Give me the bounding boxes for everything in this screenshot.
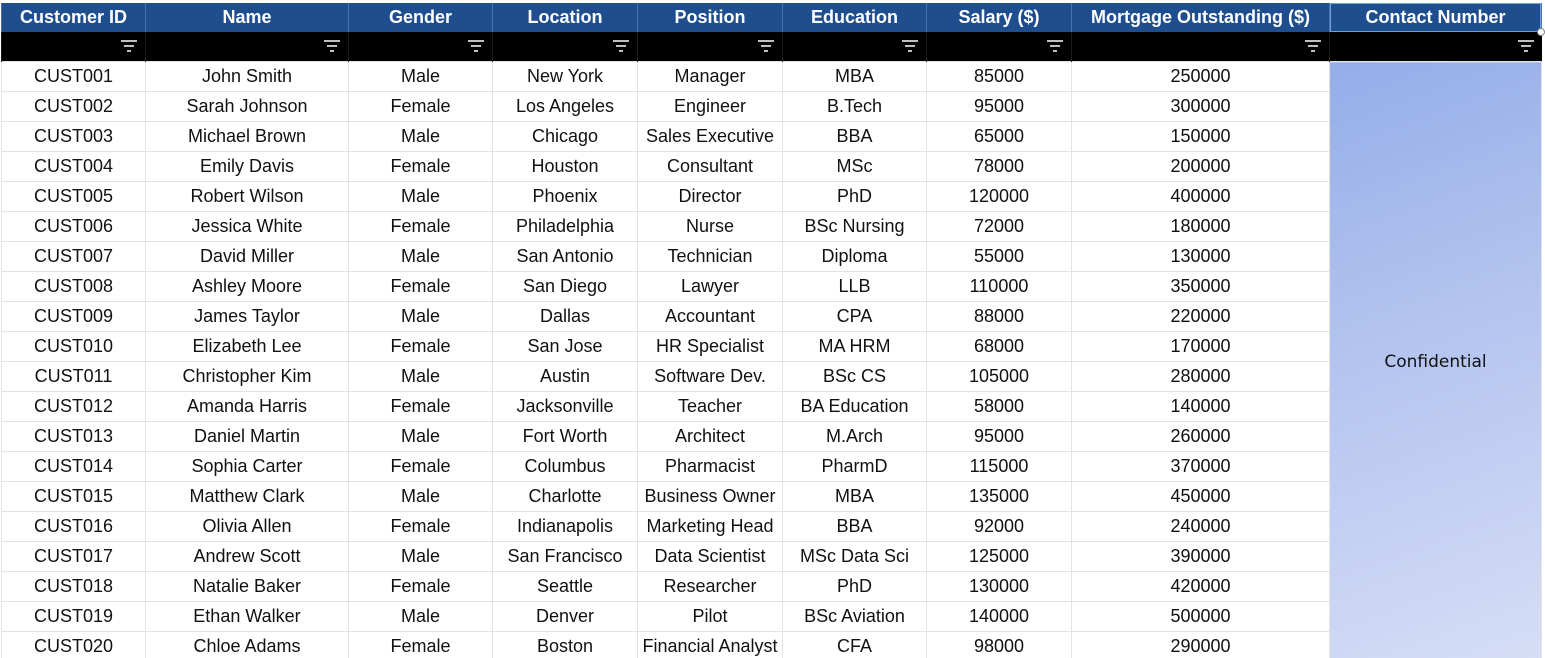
cell-customer-id[interactable]: CUST004 xyxy=(2,152,146,182)
cell-education[interactable]: MSc Data Sci xyxy=(783,542,927,572)
cell-name[interactable]: Andrew Scott xyxy=(146,542,349,572)
cell-name[interactable]: Matthew Clark xyxy=(146,482,349,512)
cell-position[interactable]: Technician xyxy=(638,242,783,272)
cell-customer-id[interactable]: CUST009 xyxy=(2,302,146,332)
cell-mortgage-outstanding[interactable]: 140000 xyxy=(1072,392,1330,422)
cell-salary[interactable]: 115000 xyxy=(927,452,1072,482)
cell-name[interactable]: Daniel Martin xyxy=(146,422,349,452)
filter-cell-education xyxy=(783,32,927,62)
cell-salary[interactable]: 98000 xyxy=(927,632,1072,658)
cell-customer-id[interactable]: CUST005 xyxy=(2,182,146,212)
filter-icon[interactable] xyxy=(613,40,629,52)
cell-gender[interactable]: Female xyxy=(349,392,493,422)
cell-position[interactable]: HR Specialist xyxy=(638,332,783,362)
table-row xyxy=(2,482,1542,512)
column-header-location[interactable]: Location xyxy=(493,3,638,32)
cell-education[interactable]: CPA xyxy=(783,302,927,332)
cell-customer-id[interactable]: CUST016 xyxy=(2,512,146,542)
cell-location[interactable]: Philadelphia xyxy=(493,212,638,242)
cell-mortgage-outstanding[interactable]: 250000 xyxy=(1072,62,1330,92)
cell-education[interactable]: CFA xyxy=(783,632,927,658)
cell-position[interactable]: Financial Analyst xyxy=(638,632,783,658)
cell-gender[interactable]: Male xyxy=(349,542,493,572)
column-header-contact-number[interactable]: Contact Number xyxy=(1330,3,1542,32)
column-header-position[interactable]: Position xyxy=(638,3,783,32)
column-resize-handle[interactable] xyxy=(1537,28,1545,36)
cell-mortgage-outstanding[interactable]: 290000 xyxy=(1072,632,1330,658)
cell-mortgage-outstanding[interactable]: 260000 xyxy=(1072,422,1330,452)
cell-location[interactable]: Houston xyxy=(493,152,638,182)
cell-salary[interactable]: 78000 xyxy=(927,152,1072,182)
cell-name[interactable]: Olivia Allen xyxy=(146,512,349,542)
cell-customer-id[interactable]: CUST015 xyxy=(2,482,146,512)
cell-name[interactable]: Jessica White xyxy=(146,212,349,242)
cell-position[interactable]: Data Scientist xyxy=(638,542,783,572)
table-row xyxy=(2,632,1542,658)
cell-location[interactable]: Phoenix xyxy=(493,182,638,212)
cell-gender[interactable]: Male xyxy=(349,362,493,392)
table-row xyxy=(2,92,1542,122)
cell-name[interactable]: Christopher Kim xyxy=(146,362,349,392)
cell-position[interactable]: Manager xyxy=(638,62,783,92)
cell-education[interactable]: B.Tech xyxy=(783,92,927,122)
cell-mortgage-outstanding[interactable]: 400000 xyxy=(1072,182,1330,212)
cell-salary[interactable]: 65000 xyxy=(927,122,1072,152)
cell-position[interactable]: Researcher xyxy=(638,572,783,602)
cell-salary[interactable]: 85000 xyxy=(927,62,1072,92)
contact-number-merged-cell[interactable] xyxy=(1330,62,1542,658)
cell-salary[interactable]: 92000 xyxy=(927,512,1072,542)
filter-cell-position xyxy=(638,32,783,62)
cell-name[interactable]: Emily Davis xyxy=(146,152,349,182)
filter-cell-contact-number xyxy=(1330,32,1542,62)
cell-position[interactable]: Teacher xyxy=(638,392,783,422)
table-row xyxy=(2,242,1542,272)
cell-position[interactable]: Pilot xyxy=(638,602,783,632)
table-row xyxy=(2,392,1542,422)
cell-education[interactable]: MA HRM xyxy=(783,332,927,362)
table-row xyxy=(2,332,1542,362)
customer-table xyxy=(1,3,1542,658)
cell-mortgage-outstanding[interactable]: 180000 xyxy=(1072,212,1330,242)
table-row xyxy=(2,272,1542,302)
cell-name[interactable]: Ethan Walker xyxy=(146,602,349,632)
cell-location[interactable]: San Francisco xyxy=(493,542,638,572)
table-row xyxy=(2,422,1542,452)
cell-education[interactable]: MSc xyxy=(783,152,927,182)
cell-name[interactable]: David Miller xyxy=(146,242,349,272)
cell-customer-id[interactable]: CUST018 xyxy=(2,572,146,602)
cell-position[interactable]: Pharmacist xyxy=(638,452,783,482)
cell-education[interactable]: BSc CS xyxy=(783,362,927,392)
filter-icon[interactable] xyxy=(902,40,918,52)
cell-gender[interactable]: Male xyxy=(349,242,493,272)
cell-position[interactable]: Consultant xyxy=(638,152,783,182)
table-row xyxy=(2,512,1542,542)
column-header-mortgage-outstanding[interactable]: Mortgage Outstanding ($) xyxy=(1072,3,1330,32)
cell-education[interactable]: MBA xyxy=(783,482,927,512)
cell-customer-id[interactable]: CUST013 xyxy=(2,422,146,452)
table-row xyxy=(2,62,1542,92)
table-body xyxy=(2,62,1542,658)
filter-cell-salary xyxy=(927,32,1072,62)
cell-name[interactable]: James Taylor xyxy=(146,302,349,332)
column-header-name[interactable]: Name xyxy=(146,3,349,32)
cell-position[interactable]: Sales Executive xyxy=(638,122,783,152)
cell-salary[interactable]: 95000 xyxy=(927,92,1072,122)
cell-location[interactable]: Boston xyxy=(493,632,638,658)
cell-gender[interactable]: Male xyxy=(349,182,493,212)
filter-icon[interactable] xyxy=(468,40,484,52)
cell-gender[interactable]: Female xyxy=(349,212,493,242)
filter-cell-location xyxy=(493,32,638,62)
cell-mortgage-outstanding[interactable]: 300000 xyxy=(1072,92,1330,122)
filter-cell-mortgage-outstanding xyxy=(1072,32,1330,62)
cell-name[interactable]: John Smith xyxy=(146,62,349,92)
cell-mortgage-outstanding[interactable]: 370000 xyxy=(1072,452,1330,482)
cell-gender[interactable]: Male xyxy=(349,422,493,452)
cell-location[interactable]: Jacksonville xyxy=(493,392,638,422)
cell-gender[interactable]: Female xyxy=(349,92,493,122)
column-header-salary[interactable]: Salary ($) xyxy=(927,3,1072,32)
cell-gender[interactable]: Female xyxy=(349,572,493,602)
cell-name[interactable]: Elizabeth Lee xyxy=(146,332,349,362)
cell-name[interactable]: Michael Brown xyxy=(146,122,349,152)
filter-icon[interactable] xyxy=(1305,40,1321,52)
cell-salary[interactable]: 135000 xyxy=(927,482,1072,512)
cell-location[interactable]: Indianapolis xyxy=(493,512,638,542)
table-row xyxy=(2,602,1542,632)
filter-icon[interactable] xyxy=(758,40,774,52)
cell-customer-id[interactable]: CUST011 xyxy=(2,362,146,392)
cell-name[interactable]: Sarah Johnson xyxy=(146,92,349,122)
cell-salary[interactable]: 110000 xyxy=(927,272,1072,302)
table-row xyxy=(2,152,1542,182)
cell-customer-id[interactable]: CUST012 xyxy=(2,392,146,422)
cell-name[interactable]: Ashley Moore xyxy=(146,272,349,302)
cell-customer-id[interactable]: CUST010 xyxy=(2,332,146,362)
cell-mortgage-outstanding[interactable]: 390000 xyxy=(1072,542,1330,572)
cell-position[interactable]: Marketing Head xyxy=(638,512,783,542)
table-row xyxy=(2,212,1542,242)
cell-customer-id[interactable]: CUST007 xyxy=(2,242,146,272)
cell-location[interactable]: Los Angeles xyxy=(493,92,638,122)
table-row xyxy=(2,572,1542,602)
cell-position[interactable]: Business Owner xyxy=(638,482,783,512)
filter-icon[interactable] xyxy=(121,40,137,52)
cell-education[interactable]: M.Arch xyxy=(783,422,927,452)
cell-gender[interactable]: Male xyxy=(349,62,493,92)
cell-mortgage-outstanding[interactable]: 170000 xyxy=(1072,332,1330,362)
cell-salary[interactable]: 140000 xyxy=(927,602,1072,632)
cell-education[interactable]: MBA xyxy=(783,62,927,92)
cell-salary[interactable]: 55000 xyxy=(927,242,1072,272)
cell-education[interactable]: PharmD xyxy=(783,452,927,482)
filter-icon[interactable] xyxy=(324,40,340,52)
cell-location[interactable]: Fort Worth xyxy=(493,422,638,452)
cell-education[interactable]: PhD xyxy=(783,182,927,212)
cell-gender[interactable]: Male xyxy=(349,602,493,632)
cell-gender[interactable]: Female xyxy=(349,632,493,658)
cell-name[interactable]: Robert Wilson xyxy=(146,182,349,212)
cell-salary[interactable]: 120000 xyxy=(927,182,1072,212)
table-row xyxy=(2,182,1542,212)
cell-salary[interactable]: 95000 xyxy=(927,422,1072,452)
cell-education[interactable]: LLB xyxy=(783,272,927,302)
cell-location[interactable]: Charlotte xyxy=(493,482,638,512)
cell-name[interactable]: Natalie Baker xyxy=(146,572,349,602)
cell-customer-id[interactable]: CUST019 xyxy=(2,602,146,632)
cell-customer-id[interactable]: CUST014 xyxy=(2,452,146,482)
cell-mortgage-outstanding[interactable]: 220000 xyxy=(1072,302,1330,332)
filter-row xyxy=(2,32,1542,62)
cell-gender[interactable]: Male xyxy=(349,122,493,152)
confidential-label: Confidential xyxy=(1384,351,1487,372)
table-row xyxy=(2,122,1542,152)
cell-education[interactable]: PhD xyxy=(783,572,927,602)
filter-icon[interactable] xyxy=(1047,40,1063,52)
cell-mortgage-outstanding[interactable]: 130000 xyxy=(1072,242,1330,272)
cell-name[interactable]: Amanda Harris xyxy=(146,392,349,422)
cell-mortgage-outstanding[interactable]: 240000 xyxy=(1072,512,1330,542)
cell-salary[interactable]: 130000 xyxy=(927,572,1072,602)
table-row xyxy=(2,452,1542,482)
cell-location[interactable]: Chicago xyxy=(493,122,638,152)
cell-position[interactable]: Engineer xyxy=(638,92,783,122)
cell-position[interactable]: Director xyxy=(638,182,783,212)
cell-name[interactable]: Chloe Adams xyxy=(146,632,349,658)
cell-gender[interactable]: Male xyxy=(349,302,493,332)
cell-education[interactable]: BA Education xyxy=(783,392,927,422)
filter-cell-gender xyxy=(349,32,493,62)
cell-education[interactable]: BBA xyxy=(783,122,927,152)
table-row xyxy=(2,362,1542,392)
cell-salary[interactable]: 125000 xyxy=(927,542,1072,572)
header-row xyxy=(2,3,1542,32)
cell-salary[interactable]: 105000 xyxy=(927,362,1072,392)
cell-mortgage-outstanding[interactable]: 200000 xyxy=(1072,152,1330,182)
cell-location[interactable]: San Diego xyxy=(493,272,638,302)
cell-location[interactable]: Columbus xyxy=(493,452,638,482)
cell-customer-id[interactable]: CUST001 xyxy=(2,62,146,92)
cell-customer-id[interactable]: CUST006 xyxy=(2,212,146,242)
cell-salary[interactable]: 68000 xyxy=(927,332,1072,362)
cell-education[interactable]: Diploma xyxy=(783,242,927,272)
cell-position[interactable]: Software Dev. xyxy=(638,362,783,392)
cell-customer-id[interactable]: CUST017 xyxy=(2,542,146,572)
cell-location[interactable]: San Jose xyxy=(493,332,638,362)
cell-position[interactable]: Architect xyxy=(638,422,783,452)
cell-position[interactable]: Accountant xyxy=(638,302,783,332)
filter-icon[interactable] xyxy=(1518,40,1534,52)
cell-location[interactable]: Dallas xyxy=(493,302,638,332)
cell-gender[interactable]: Male xyxy=(349,482,493,512)
filter-cell-name xyxy=(146,32,349,62)
cell-customer-id[interactable]: CUST008 xyxy=(2,272,146,302)
cell-mortgage-outstanding[interactable]: 280000 xyxy=(1072,362,1330,392)
cell-education[interactable]: BSc Aviation xyxy=(783,602,927,632)
cell-gender[interactable]: Female xyxy=(349,272,493,302)
cell-location[interactable]: New York xyxy=(493,62,638,92)
column-header-gender[interactable]: Gender xyxy=(349,3,493,32)
cell-salary[interactable]: 72000 xyxy=(927,212,1072,242)
cell-mortgage-outstanding[interactable]: 420000 xyxy=(1072,572,1330,602)
cell-customer-id[interactable]: CUST020 xyxy=(2,632,146,658)
cell-gender[interactable]: Female xyxy=(349,332,493,362)
cell-gender[interactable]: Female xyxy=(349,452,493,482)
cell-gender[interactable]: Female xyxy=(349,512,493,542)
cell-mortgage-outstanding[interactable]: 350000 xyxy=(1072,272,1330,302)
cell-education[interactable]: BSc Nursing xyxy=(783,212,927,242)
cell-customer-id[interactable]: CUST003 xyxy=(2,122,146,152)
table-row xyxy=(2,542,1542,572)
filter-cell-customer-id xyxy=(2,32,146,62)
cell-gender[interactable]: Female xyxy=(349,152,493,182)
cell-salary[interactable]: 58000 xyxy=(927,392,1072,422)
table-row xyxy=(2,302,1542,332)
cell-position[interactable]: Lawyer xyxy=(638,272,783,302)
cell-mortgage-outstanding[interactable]: 500000 xyxy=(1072,602,1330,632)
cell-location[interactable]: Seattle xyxy=(493,572,638,602)
column-header-education[interactable]: Education xyxy=(783,3,927,32)
cell-mortgage-outstanding[interactable]: 150000 xyxy=(1072,122,1330,152)
column-header-customer-id[interactable]: Customer ID xyxy=(2,3,146,32)
cell-location[interactable]: San Antonio xyxy=(493,242,638,272)
cell-education[interactable]: BBA xyxy=(783,512,927,542)
cell-location[interactable]: Denver xyxy=(493,602,638,632)
cell-salary[interactable]: 88000 xyxy=(927,302,1072,332)
cell-mortgage-outstanding[interactable]: 450000 xyxy=(1072,482,1330,512)
cell-location[interactable]: Austin xyxy=(493,362,638,392)
cell-name[interactable]: Sophia Carter xyxy=(146,452,349,482)
cell-position[interactable]: Nurse xyxy=(638,212,783,242)
cell-customer-id[interactable]: CUST002 xyxy=(2,92,146,122)
